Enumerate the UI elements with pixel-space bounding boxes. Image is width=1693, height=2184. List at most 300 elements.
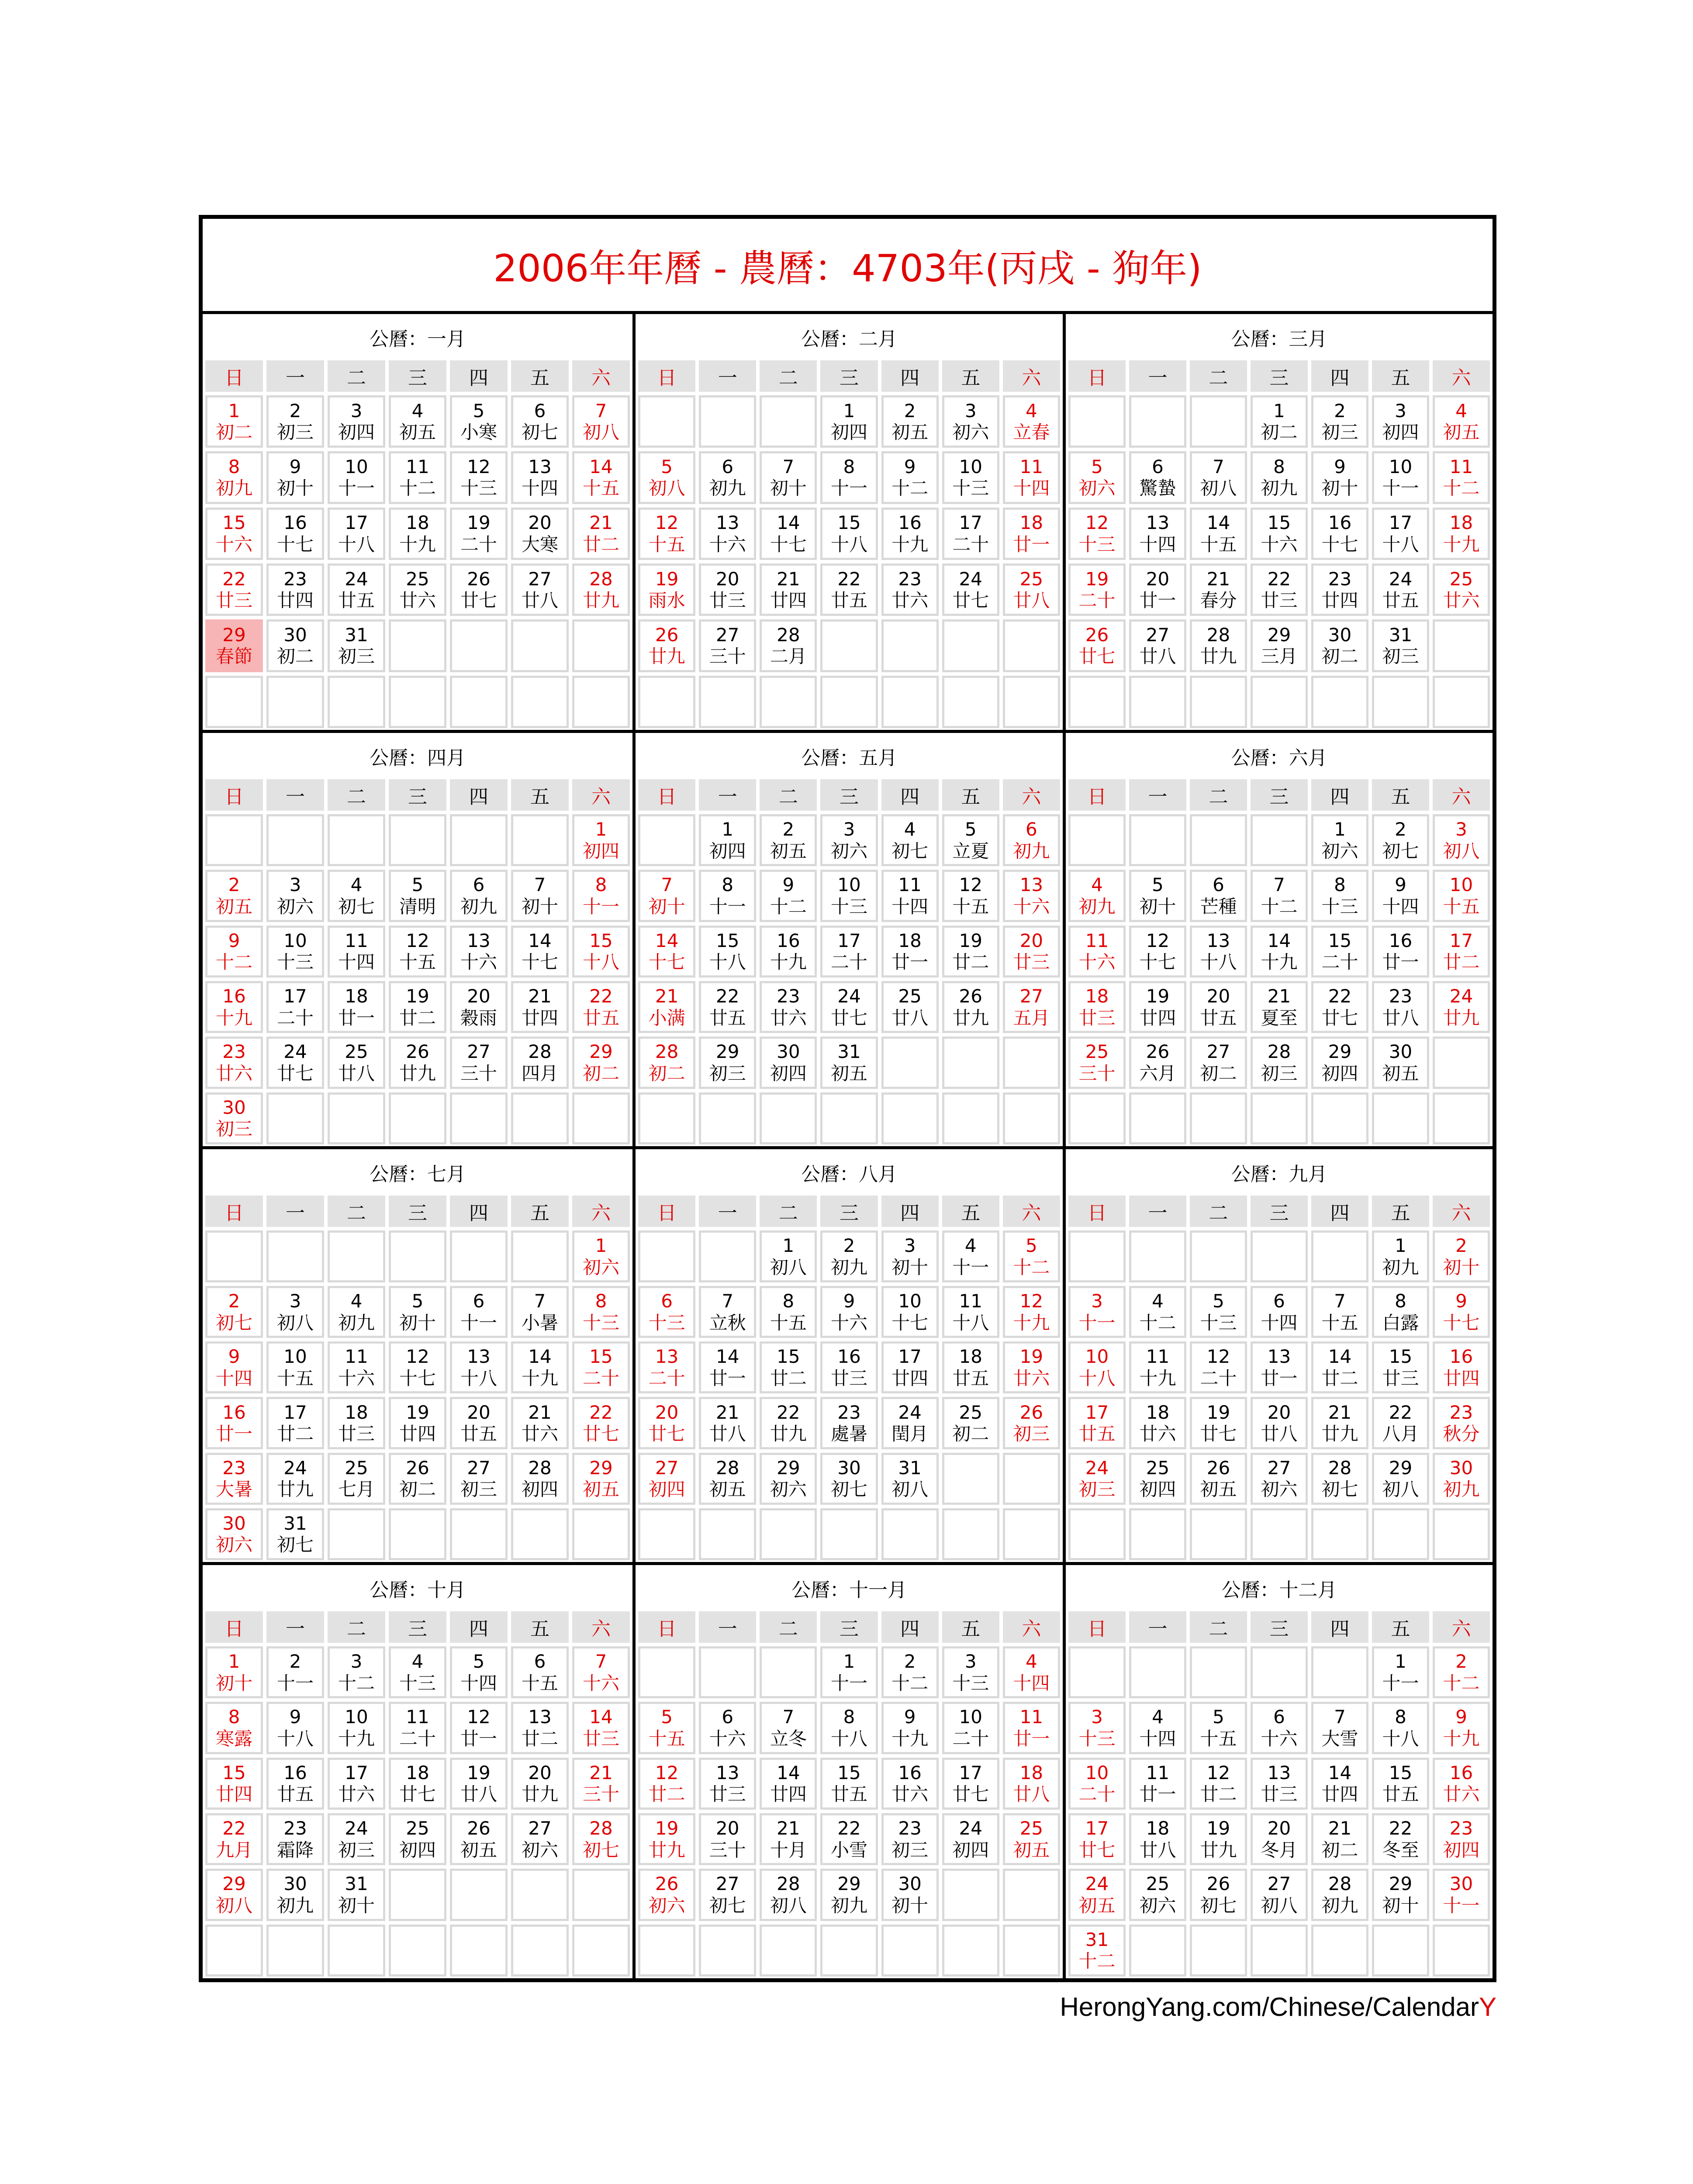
day-cell[interactable] bbox=[1190, 1397, 1247, 1449]
day-cell[interactable] bbox=[1372, 1286, 1429, 1338]
day-cell[interactable] bbox=[511, 1702, 569, 1754]
day-cell[interactable] bbox=[1190, 563, 1247, 616]
day-cell[interactable] bbox=[1433, 1230, 1490, 1282]
day-cell[interactable] bbox=[389, 981, 446, 1033]
day-cell[interactable] bbox=[699, 508, 756, 560]
day-cell[interactable] bbox=[572, 814, 630, 866]
day-cell[interactable] bbox=[699, 870, 756, 922]
day-cell[interactable] bbox=[881, 1230, 939, 1282]
day-cell[interactable] bbox=[1251, 395, 1308, 448]
day-cell[interactable] bbox=[1311, 926, 1368, 978]
day-cell[interactable] bbox=[1311, 508, 1368, 560]
day-cell[interactable] bbox=[1068, 1453, 1126, 1505]
day-cell[interactable] bbox=[1372, 395, 1429, 448]
day-cell[interactable] bbox=[638, 1397, 695, 1449]
day-cell[interactable] bbox=[450, 563, 508, 616]
day-cell[interactable] bbox=[266, 1453, 324, 1505]
day-cell[interactable] bbox=[450, 1037, 508, 1089]
day-cell[interactable] bbox=[450, 870, 508, 922]
day-cell[interactable] bbox=[205, 395, 263, 448]
day-cell[interactable] bbox=[942, 814, 999, 866]
day-cell[interactable] bbox=[266, 1702, 324, 1754]
day-cell[interactable] bbox=[1251, 508, 1308, 560]
day-cell[interactable] bbox=[1190, 1037, 1247, 1089]
day-cell[interactable] bbox=[572, 395, 630, 448]
day-cell[interactable] bbox=[820, 814, 878, 866]
day-cell[interactable] bbox=[1433, 981, 1490, 1033]
day-cell[interactable] bbox=[1433, 395, 1490, 448]
day-cell[interactable] bbox=[1251, 451, 1308, 504]
day-cell[interactable] bbox=[450, 926, 508, 978]
day-cell[interactable] bbox=[942, 1758, 999, 1810]
day-cell[interactable] bbox=[205, 870, 263, 922]
day-cell[interactable] bbox=[389, 926, 446, 978]
day-cell[interactable] bbox=[1372, 1037, 1429, 1089]
day-cell[interactable] bbox=[1003, 1230, 1060, 1282]
day-cell[interactable] bbox=[820, 395, 878, 448]
day-cell[interactable] bbox=[638, 1813, 695, 1865]
day-cell[interactable] bbox=[1003, 1286, 1060, 1338]
day-cell[interactable] bbox=[1129, 1869, 1186, 1921]
day-cell[interactable] bbox=[266, 1341, 324, 1393]
day-cell[interactable] bbox=[1372, 1397, 1429, 1449]
day-cell[interactable] bbox=[699, 926, 756, 978]
day-cell[interactable] bbox=[1068, 1758, 1126, 1810]
day-cell[interactable] bbox=[1433, 926, 1490, 978]
day-cell[interactable] bbox=[205, 1813, 263, 1865]
day-cell[interactable] bbox=[572, 926, 630, 978]
day-cell[interactable] bbox=[1190, 926, 1247, 978]
day-cell[interactable] bbox=[881, 1702, 939, 1754]
day-cell[interactable] bbox=[205, 1702, 263, 1754]
day-cell[interactable] bbox=[1190, 981, 1247, 1033]
day-cell[interactable] bbox=[820, 451, 878, 504]
day-cell[interactable] bbox=[1003, 1813, 1060, 1865]
day-cell[interactable] bbox=[1433, 1813, 1490, 1865]
day-cell[interactable] bbox=[820, 981, 878, 1033]
day-cell[interactable] bbox=[389, 1453, 446, 1505]
day-cell[interactable] bbox=[1003, 926, 1060, 978]
day-cell[interactable] bbox=[266, 563, 324, 616]
day-cell[interactable] bbox=[572, 1646, 630, 1698]
day-cell[interactable] bbox=[1190, 1286, 1247, 1338]
day-cell[interactable] bbox=[1433, 451, 1490, 504]
day-cell[interactable] bbox=[881, 814, 939, 866]
day-cell[interactable] bbox=[205, 1758, 263, 1810]
day-cell[interactable] bbox=[450, 981, 508, 1033]
day-cell[interactable] bbox=[942, 395, 999, 448]
day-cell[interactable] bbox=[1068, 619, 1126, 672]
day-cell[interactable] bbox=[1129, 1341, 1186, 1393]
day-cell[interactable] bbox=[328, 1758, 385, 1810]
day-cell[interactable] bbox=[820, 1286, 878, 1338]
day-cell[interactable] bbox=[205, 1869, 263, 1921]
day-cell[interactable] bbox=[881, 1397, 939, 1449]
day-cell[interactable] bbox=[699, 1286, 756, 1338]
day-cell[interactable] bbox=[881, 508, 939, 560]
day-cell[interactable] bbox=[572, 1230, 630, 1282]
day-cell[interactable] bbox=[638, 1869, 695, 1921]
day-cell[interactable] bbox=[511, 870, 569, 922]
day-cell[interactable] bbox=[760, 1702, 817, 1754]
day-cell[interactable] bbox=[1068, 1341, 1126, 1393]
day-cell[interactable] bbox=[1129, 563, 1186, 616]
day-cell[interactable] bbox=[328, 1341, 385, 1393]
day-cell[interactable] bbox=[760, 1037, 817, 1089]
day-cell[interactable] bbox=[511, 1341, 569, 1393]
day-cell[interactable] bbox=[942, 981, 999, 1033]
day-cell[interactable] bbox=[572, 1453, 630, 1505]
day-cell[interactable] bbox=[1003, 395, 1060, 448]
day-cell[interactable] bbox=[389, 395, 446, 448]
day-cell[interactable] bbox=[572, 1341, 630, 1393]
day-cell[interactable] bbox=[942, 451, 999, 504]
day-cell[interactable] bbox=[1311, 1813, 1368, 1865]
day-cell[interactable] bbox=[1251, 981, 1308, 1033]
day-cell[interactable] bbox=[1190, 1702, 1247, 1754]
day-cell[interactable] bbox=[1190, 508, 1247, 560]
day-cell[interactable] bbox=[1433, 1702, 1490, 1754]
day-cell[interactable] bbox=[1003, 1758, 1060, 1810]
day-cell[interactable] bbox=[572, 981, 630, 1033]
day-cell[interactable] bbox=[820, 1397, 878, 1449]
day-cell[interactable] bbox=[942, 1813, 999, 1865]
day-cell[interactable] bbox=[328, 451, 385, 504]
day-cell[interactable] bbox=[1251, 619, 1308, 672]
day-cell[interactable] bbox=[699, 1813, 756, 1865]
day-cell[interactable] bbox=[881, 1646, 939, 1698]
day-cell[interactable] bbox=[328, 1702, 385, 1754]
day-cell[interactable] bbox=[1129, 1037, 1186, 1089]
day-cell[interactable] bbox=[1372, 926, 1429, 978]
day-cell[interactable] bbox=[266, 1397, 324, 1449]
day-cell[interactable] bbox=[1068, 1813, 1126, 1865]
day-cell[interactable] bbox=[1433, 1758, 1490, 1810]
day-cell[interactable] bbox=[328, 1646, 385, 1698]
day-cell[interactable] bbox=[1129, 1758, 1186, 1810]
day-cell[interactable] bbox=[328, 1813, 385, 1865]
day-cell[interactable] bbox=[1311, 1702, 1368, 1754]
day-cell[interactable] bbox=[820, 1341, 878, 1393]
day-cell[interactable] bbox=[638, 1286, 695, 1338]
day-cell[interactable] bbox=[1068, 1286, 1126, 1338]
day-cell[interactable] bbox=[328, 870, 385, 922]
day-cell[interactable] bbox=[699, 1397, 756, 1449]
day-cell[interactable] bbox=[1190, 451, 1247, 504]
footer-url[interactable] bbox=[1060, 1992, 1496, 2022]
day-cell[interactable] bbox=[881, 1758, 939, 1810]
day-cell[interactable] bbox=[450, 395, 508, 448]
day-cell[interactable] bbox=[572, 1758, 630, 1810]
day-cell[interactable] bbox=[1129, 451, 1186, 504]
day-cell[interactable] bbox=[881, 395, 939, 448]
day-cell[interactable] bbox=[266, 926, 324, 978]
day-cell[interactable] bbox=[1068, 870, 1126, 922]
day-cell[interactable] bbox=[572, 1813, 630, 1865]
day-cell[interactable] bbox=[266, 1869, 324, 1921]
day-cell[interactable] bbox=[1372, 1869, 1429, 1921]
day-cell[interactable] bbox=[1003, 814, 1060, 866]
day-cell[interactable] bbox=[638, 1341, 695, 1393]
day-cell[interactable] bbox=[1068, 1037, 1126, 1089]
day-cell[interactable] bbox=[389, 1813, 446, 1865]
day-cell[interactable] bbox=[699, 1869, 756, 1921]
day-cell[interactable] bbox=[572, 563, 630, 616]
day-cell[interactable] bbox=[760, 1397, 817, 1449]
day-cell[interactable] bbox=[572, 1702, 630, 1754]
day-cell[interactable] bbox=[572, 1037, 630, 1089]
day-cell[interactable] bbox=[450, 1702, 508, 1754]
day-cell[interactable] bbox=[760, 451, 817, 504]
day-cell[interactable] bbox=[328, 1037, 385, 1089]
day-cell[interactable] bbox=[942, 926, 999, 978]
day-cell[interactable] bbox=[1190, 1453, 1247, 1505]
day-cell[interactable] bbox=[1372, 981, 1429, 1033]
day-cell[interactable] bbox=[699, 981, 756, 1033]
day-cell[interactable] bbox=[389, 1341, 446, 1393]
day-cell[interactable] bbox=[266, 1813, 324, 1865]
day-cell[interactable] bbox=[450, 1813, 508, 1865]
day-cell[interactable] bbox=[389, 563, 446, 616]
day-cell[interactable] bbox=[1190, 1813, 1247, 1865]
day-cell[interactable] bbox=[820, 1037, 878, 1089]
day-cell[interactable] bbox=[1372, 508, 1429, 560]
day-cell[interactable] bbox=[1129, 1453, 1186, 1505]
day-cell[interactable] bbox=[881, 1813, 939, 1865]
day-cell[interactable] bbox=[389, 1037, 446, 1089]
day-cell[interactable] bbox=[266, 1508, 324, 1560]
day-cell[interactable] bbox=[699, 814, 756, 866]
day-cell[interactable] bbox=[1251, 1286, 1308, 1338]
day-cell[interactable] bbox=[205, 1397, 263, 1449]
day-cell[interactable] bbox=[1372, 870, 1429, 922]
day-cell[interactable] bbox=[1311, 1397, 1368, 1449]
day-cell[interactable] bbox=[328, 619, 385, 672]
day-cell[interactable] bbox=[1068, 1869, 1126, 1921]
day-cell[interactable] bbox=[881, 870, 939, 922]
day-cell[interactable] bbox=[205, 1646, 263, 1698]
day-cell[interactable] bbox=[820, 508, 878, 560]
day-cell[interactable] bbox=[205, 451, 263, 504]
day-cell[interactable] bbox=[638, 1453, 695, 1505]
day-cell[interactable] bbox=[511, 563, 569, 616]
day-cell[interactable] bbox=[1003, 1397, 1060, 1449]
day-cell[interactable] bbox=[205, 1092, 263, 1144]
day-cell[interactable] bbox=[942, 563, 999, 616]
day-cell[interactable] bbox=[389, 508, 446, 560]
day-cell[interactable] bbox=[572, 508, 630, 560]
day-cell[interactable] bbox=[1311, 1286, 1368, 1338]
day-cell[interactable] bbox=[820, 1702, 878, 1754]
day-cell[interactable] bbox=[1068, 1702, 1126, 1754]
footer-text[interactable]: HerongYang.com/Chinese/Calendar bbox=[1060, 1992, 1479, 2022]
day-cell[interactable] bbox=[820, 1758, 878, 1810]
day-cell[interactable] bbox=[1068, 563, 1126, 616]
day-cell[interactable] bbox=[1003, 563, 1060, 616]
day-cell[interactable] bbox=[266, 1758, 324, 1810]
day-cell[interactable] bbox=[1372, 563, 1429, 616]
day-cell[interactable] bbox=[1433, 870, 1490, 922]
day-cell[interactable] bbox=[1129, 981, 1186, 1033]
day-cell[interactable] bbox=[1068, 1397, 1126, 1449]
day-cell[interactable] bbox=[699, 619, 756, 672]
day-cell[interactable] bbox=[511, 1397, 569, 1449]
day-cell[interactable] bbox=[1129, 1397, 1186, 1449]
day-cell[interactable] bbox=[1251, 1397, 1308, 1449]
day-cell[interactable] bbox=[205, 1508, 263, 1560]
day-cell[interactable] bbox=[638, 1037, 695, 1089]
day-cell[interactable] bbox=[328, 1453, 385, 1505]
day-cell[interactable] bbox=[699, 1702, 756, 1754]
day-cell[interactable] bbox=[1003, 1341, 1060, 1393]
day-cell[interactable] bbox=[942, 508, 999, 560]
day-cell[interactable] bbox=[1129, 1286, 1186, 1338]
day-cell[interactable] bbox=[1251, 1758, 1308, 1810]
day-cell[interactable] bbox=[760, 1813, 817, 1865]
day-cell[interactable] bbox=[1251, 1813, 1308, 1865]
day-cell[interactable] bbox=[450, 1397, 508, 1449]
day-cell[interactable] bbox=[511, 1453, 569, 1505]
day-cell[interactable] bbox=[572, 451, 630, 504]
day-cell[interactable] bbox=[1372, 1758, 1429, 1810]
day-cell[interactable] bbox=[942, 1230, 999, 1282]
day-cell[interactable] bbox=[511, 926, 569, 978]
day-cell[interactable] bbox=[638, 451, 695, 504]
day-cell[interactable] bbox=[760, 814, 817, 866]
day-cell[interactable] bbox=[760, 1869, 817, 1921]
day-cell[interactable] bbox=[820, 1646, 878, 1698]
day-cell[interactable] bbox=[389, 1758, 446, 1810]
day-cell[interactable] bbox=[1311, 1037, 1368, 1089]
day-cell[interactable] bbox=[511, 395, 569, 448]
day-cell[interactable] bbox=[450, 1453, 508, 1505]
day-cell[interactable] bbox=[511, 451, 569, 504]
day-cell[interactable] bbox=[511, 1758, 569, 1810]
day-cell[interactable] bbox=[638, 619, 695, 672]
day-cell[interactable] bbox=[638, 870, 695, 922]
day-cell[interactable] bbox=[1433, 1341, 1490, 1393]
day-cell[interactable] bbox=[511, 1037, 569, 1089]
day-cell[interactable] bbox=[266, 981, 324, 1033]
day-cell[interactable] bbox=[389, 1397, 446, 1449]
day-cell[interactable] bbox=[266, 1286, 324, 1338]
day-cell[interactable] bbox=[1190, 619, 1247, 672]
day-cell[interactable] bbox=[205, 508, 263, 560]
day-cell[interactable] bbox=[1433, 508, 1490, 560]
day-cell[interactable] bbox=[450, 508, 508, 560]
day-cell[interactable] bbox=[638, 1758, 695, 1810]
day-cell[interactable] bbox=[1068, 1925, 1126, 1977]
day-cell[interactable] bbox=[328, 1286, 385, 1338]
day-cell[interactable] bbox=[881, 1286, 939, 1338]
day-cell[interactable] bbox=[1003, 1702, 1060, 1754]
day-cell[interactable] bbox=[205, 1453, 263, 1505]
day-cell[interactable] bbox=[699, 1037, 756, 1089]
day-cell[interactable] bbox=[1068, 451, 1126, 504]
day-cell[interactable] bbox=[1190, 1758, 1247, 1810]
day-cell[interactable] bbox=[942, 870, 999, 922]
day-cell[interactable] bbox=[638, 981, 695, 1033]
day-cell[interactable] bbox=[1433, 1286, 1490, 1338]
day-cell[interactable] bbox=[328, 926, 385, 978]
day-cell[interactable] bbox=[266, 1037, 324, 1089]
day-cell[interactable] bbox=[450, 1286, 508, 1338]
day-cell[interactable] bbox=[1311, 1341, 1368, 1393]
day-cell[interactable] bbox=[1190, 1869, 1247, 1921]
day-cell[interactable] bbox=[1251, 1341, 1308, 1393]
day-cell[interactable] bbox=[760, 1758, 817, 1810]
day-cell[interactable] bbox=[511, 508, 569, 560]
day-cell[interactable] bbox=[699, 1758, 756, 1810]
day-cell[interactable] bbox=[266, 619, 324, 672]
day-cell[interactable] bbox=[1129, 1702, 1186, 1754]
day-cell[interactable] bbox=[205, 619, 263, 672]
day-cell[interactable] bbox=[1129, 870, 1186, 922]
day-cell[interactable] bbox=[328, 508, 385, 560]
day-cell[interactable] bbox=[1251, 870, 1308, 922]
day-cell[interactable] bbox=[1433, 814, 1490, 866]
day-cell[interactable] bbox=[450, 1341, 508, 1393]
day-cell[interactable] bbox=[511, 1286, 569, 1338]
day-cell[interactable] bbox=[1433, 1397, 1490, 1449]
day-cell[interactable] bbox=[1372, 1453, 1429, 1505]
day-cell[interactable] bbox=[699, 1341, 756, 1393]
day-cell[interactable] bbox=[1068, 508, 1126, 560]
day-cell[interactable] bbox=[1251, 1702, 1308, 1754]
day-cell[interactable] bbox=[1311, 619, 1368, 672]
day-cell[interactable] bbox=[389, 451, 446, 504]
day-cell[interactable] bbox=[942, 1341, 999, 1393]
day-cell[interactable] bbox=[760, 1341, 817, 1393]
day-cell[interactable] bbox=[699, 563, 756, 616]
day-cell[interactable] bbox=[1372, 1813, 1429, 1865]
day-cell[interactable] bbox=[820, 1230, 878, 1282]
day-cell[interactable] bbox=[1372, 1341, 1429, 1393]
day-cell[interactable] bbox=[820, 1813, 878, 1865]
day-cell[interactable] bbox=[699, 451, 756, 504]
day-cell[interactable] bbox=[1372, 1646, 1429, 1698]
day-cell[interactable] bbox=[1311, 981, 1368, 1033]
day-cell[interactable] bbox=[638, 1702, 695, 1754]
day-cell[interactable] bbox=[1433, 563, 1490, 616]
day-cell[interactable] bbox=[1372, 1230, 1429, 1282]
day-cell[interactable] bbox=[1372, 619, 1429, 672]
day-cell[interactable] bbox=[266, 395, 324, 448]
day-cell[interactable] bbox=[1433, 1646, 1490, 1698]
day-cell[interactable] bbox=[881, 1341, 939, 1393]
day-cell[interactable] bbox=[760, 926, 817, 978]
day-cell[interactable] bbox=[1129, 619, 1186, 672]
day-cell[interactable] bbox=[1129, 508, 1186, 560]
day-cell[interactable] bbox=[266, 870, 324, 922]
day-cell[interactable] bbox=[1003, 508, 1060, 560]
day-cell[interactable] bbox=[820, 870, 878, 922]
day-cell[interactable] bbox=[760, 563, 817, 616]
day-cell[interactable] bbox=[328, 1869, 385, 1921]
day-cell[interactable] bbox=[638, 926, 695, 978]
day-cell[interactable] bbox=[205, 1341, 263, 1393]
day-cell[interactable] bbox=[266, 451, 324, 504]
day-cell[interactable] bbox=[1311, 1453, 1368, 1505]
day-cell[interactable] bbox=[1003, 981, 1060, 1033]
day-cell[interactable] bbox=[881, 926, 939, 978]
day-cell[interactable] bbox=[1251, 563, 1308, 616]
day-cell[interactable] bbox=[638, 563, 695, 616]
day-cell[interactable] bbox=[1311, 870, 1368, 922]
day-cell[interactable] bbox=[205, 981, 263, 1033]
day-cell[interactable] bbox=[1068, 981, 1126, 1033]
day-cell[interactable] bbox=[760, 1453, 817, 1505]
